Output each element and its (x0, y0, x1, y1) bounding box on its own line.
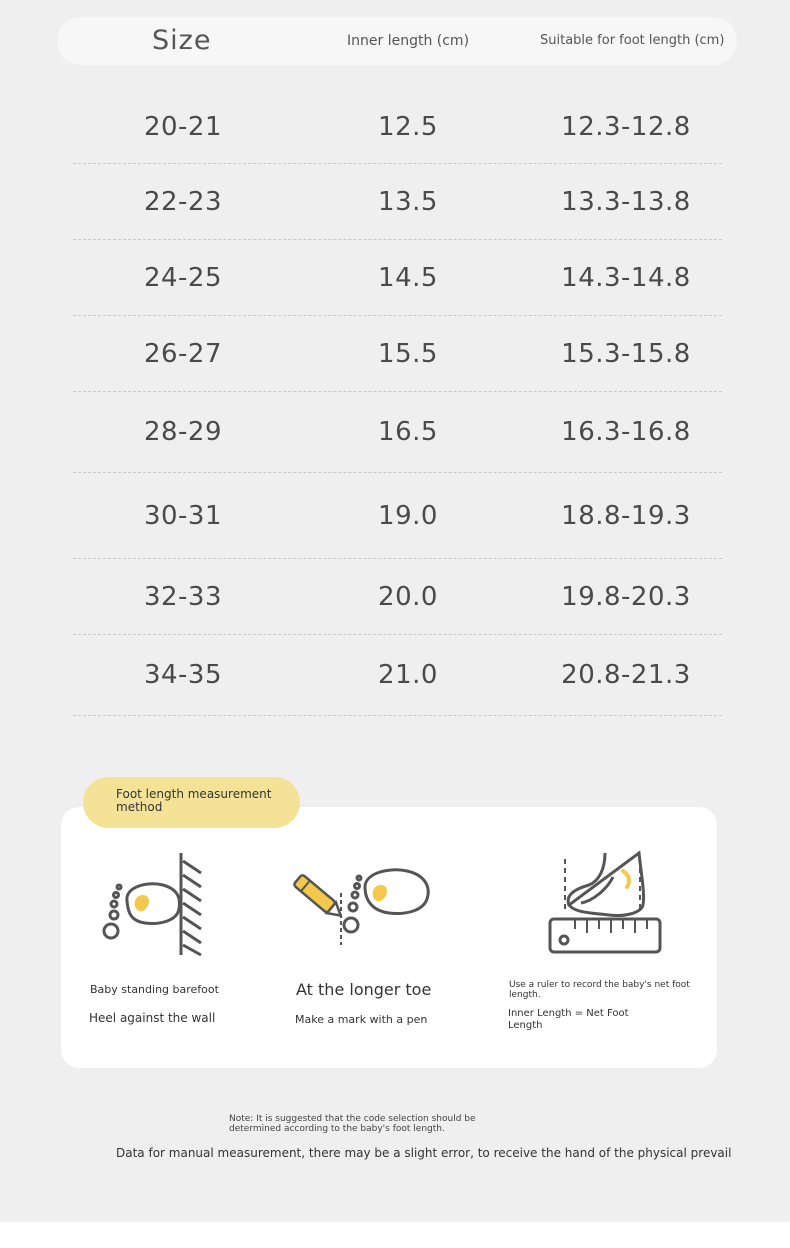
cell-inner-length: 13.5 (378, 186, 438, 217)
cell-size: 20-21 (143, 111, 223, 142)
size-table (73, 90, 722, 716)
cell-foot-length: 12.3-12.8 (561, 111, 691, 142)
foot-against-wall-icon (97, 849, 207, 959)
table-row (73, 240, 722, 316)
cell-size: 24-25 (143, 262, 223, 293)
table-row (73, 316, 722, 392)
table-row (73, 559, 722, 635)
table-row (73, 473, 722, 559)
cell-inner-length: 12.5 (378, 111, 438, 142)
cell-foot-length: 19.8-20.3 (561, 581, 691, 612)
cell-foot-length: 18.8-19.3 (561, 500, 691, 531)
header-size: Size (152, 25, 212, 56)
cell-inner-length: 21.0 (378, 660, 438, 690)
cell-size: 32-33 (143, 581, 223, 612)
header-suitable-foot-length: Suitable for foot length (cm) (540, 33, 725, 48)
foot-on-ruler-icon (545, 849, 665, 959)
cell-foot-length: 15.3-15.8 (561, 338, 691, 369)
cell-size: 30-31 (143, 500, 223, 531)
step1-caption-2: Heel against the wall (89, 1011, 216, 1025)
header-inner-length: Inner length (cm) (347, 33, 470, 49)
method-title-badge (83, 777, 300, 828)
cell-size: 26-27 (143, 338, 223, 369)
cell-size: 28-29 (143, 417, 223, 447)
table-row (73, 635, 722, 716)
cell-size: 22-23 (143, 186, 223, 217)
code-selection-note: Note: It is suggested that the code selection should be determined according to the baby's foot length. (229, 1114, 476, 1134)
measurement-method-card (61, 807, 717, 1068)
step1-caption-1: Baby standing barefoot (90, 983, 219, 996)
step2-caption-2: Make a mark with a pen (295, 1013, 428, 1026)
table-row (73, 164, 722, 240)
table-row (73, 392, 722, 473)
cell-inner-length: 20.0 (378, 581, 438, 612)
cell-foot-length: 20.8-21.3 (561, 660, 691, 690)
cell-size: 34-35 (143, 660, 223, 690)
cell-foot-length: 13.3-13.8 (561, 186, 691, 217)
cell-inner-length: 19.0 (378, 500, 438, 531)
measurement-disclaimer: Data for manual measurement, there may be a slight error, to receive the hand of the physical prevail (116, 1146, 732, 1160)
step2-caption-1: At the longer toe (296, 980, 432, 999)
cell-inner-length: 16.5 (378, 417, 438, 447)
table-row (73, 90, 722, 164)
cell-inner-length: 14.5 (378, 262, 438, 293)
cell-foot-length: 16.3-16.8 (561, 417, 691, 447)
size-table-header (57, 17, 737, 65)
step3-caption-1: Use a ruler to record the baby's net foot length. (509, 980, 690, 1000)
method-title: Foot length measurement method (116, 787, 272, 814)
step3-caption-2: Inner Length = Net Foot Length (508, 1008, 629, 1031)
cell-foot-length: 14.3-14.8 (561, 262, 691, 293)
pen-marking-toe-icon (289, 857, 433, 947)
cell-inner-length: 15.5 (378, 338, 438, 369)
